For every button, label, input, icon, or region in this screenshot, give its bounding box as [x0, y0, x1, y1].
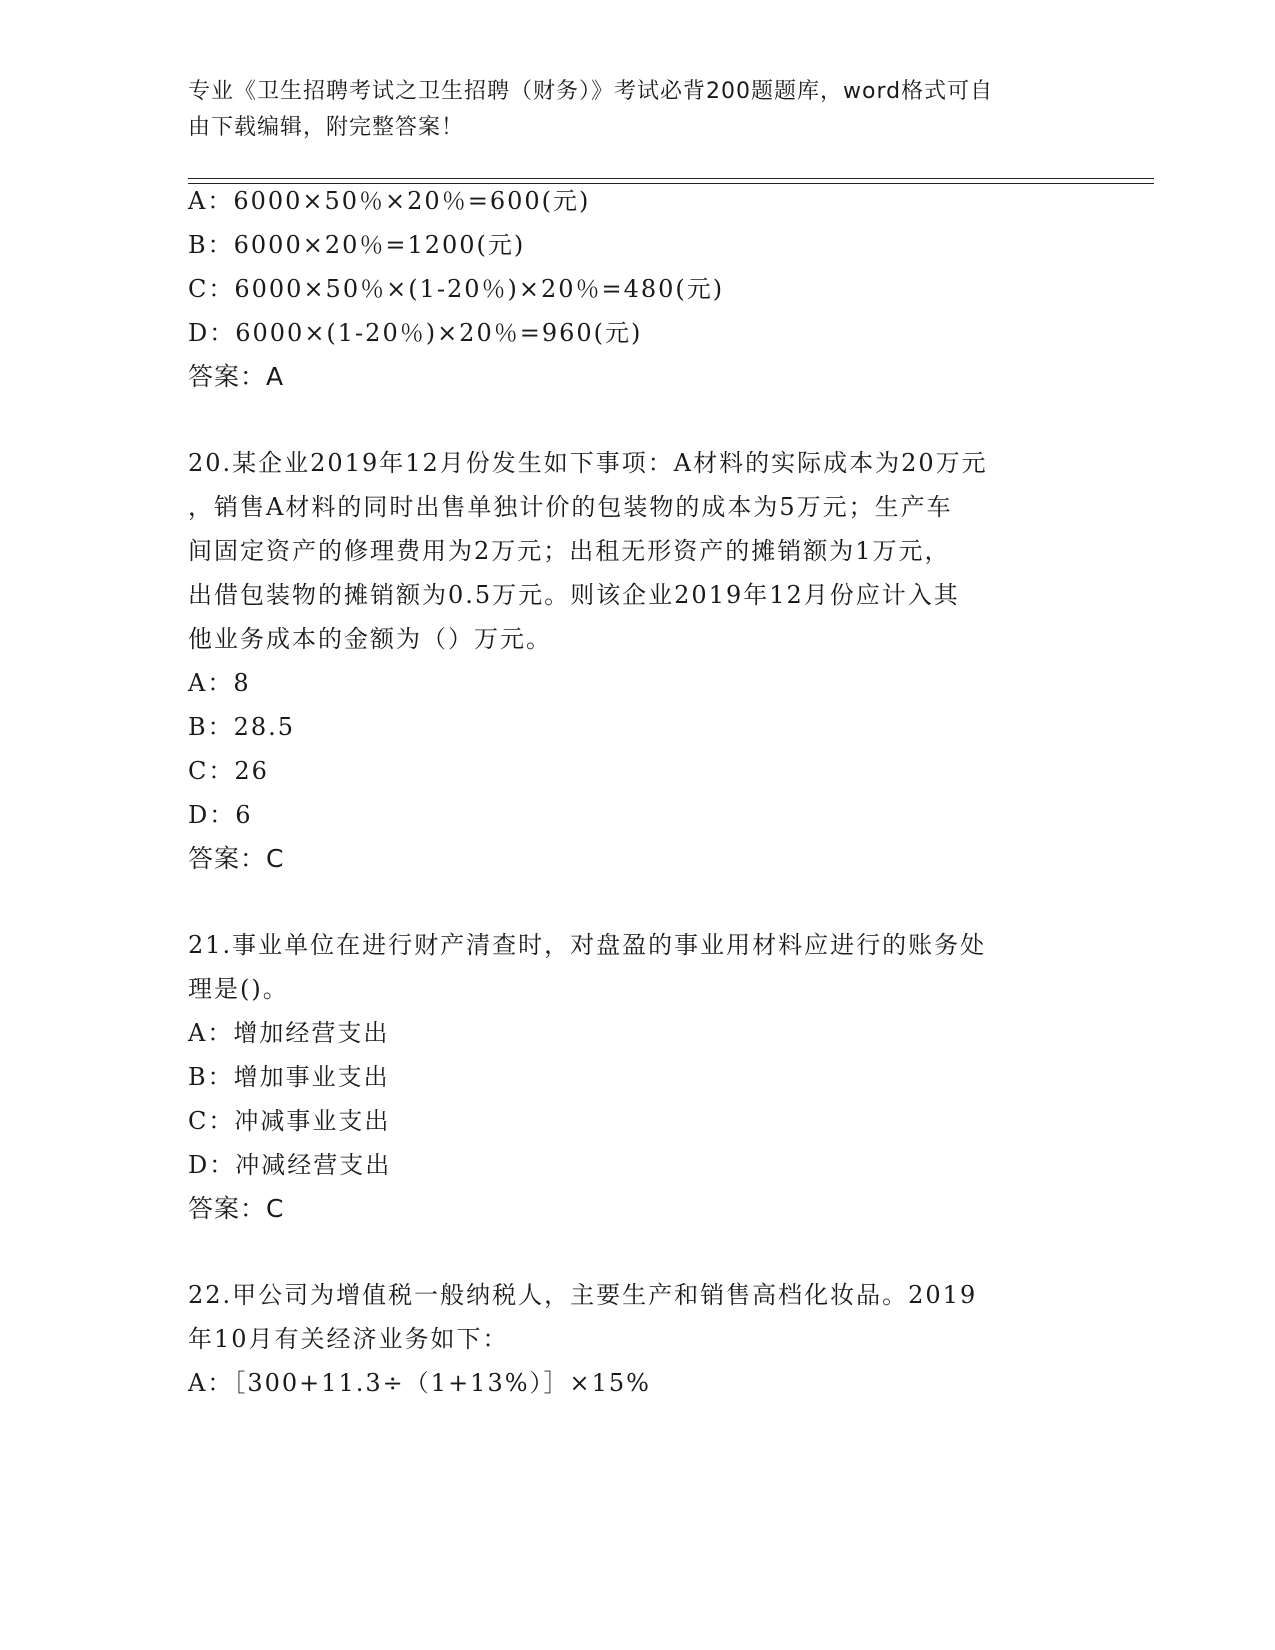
q20-answer: 答案：C: [188, 844, 285, 873]
q22-option-a: A：［300+11.3÷（1+13%）］×15%: [188, 1369, 651, 1397]
q20-stem-line-2: ，销售A材料的同时出售单独计价的包装物的成本为5万元；生产车: [188, 493, 953, 521]
q20-option-d: D：6: [188, 801, 253, 829]
q19-option-c: C：6000×50％×(1-20％)×20％=480(元): [188, 275, 725, 303]
q19-answer: 答案：A: [188, 362, 285, 391]
document-header: [188, 74, 1068, 146]
q21-option-b: B：增加事业支出: [188, 1063, 390, 1091]
header-line-2: 由下载编辑，附完整答案！: [188, 115, 465, 140]
header-divider-top: [188, 178, 1154, 179]
q20-stem-line-4: 出借包装物的摊销额为0.5万元。则该企业2019年12月份应计入其: [188, 581, 960, 609]
header-line-1: 专业《卫生招聘考试之卫生招聘（财务）》考试必背200题题库，word格式可自: [188, 79, 994, 104]
q19-option-d: D：6000×(1-20％)×20％=960(元): [188, 319, 643, 347]
q22-stem-line-2: 年10月有关经济业务如下：: [188, 1325, 509, 1353]
q19-option-b: B：6000×20％=1200(元): [188, 231, 526, 259]
q22-stem-line-1: 22.甲公司为增值税一般纳税人，主要生产和销售高档化妆品。2019: [188, 1281, 978, 1309]
q21-stem-line-2: 理是()。: [188, 975, 289, 1003]
q20-stem-line-1: 20.某企业2019年12月份发生如下事项：A材料的实际成本为20万元: [188, 449, 988, 477]
header-divider-bottom: [188, 183, 1154, 184]
q20-stem-line-3: 间固定资产的修理费用为2万元；出租无形资产的摊销额为1万元，: [188, 537, 951, 565]
q20-stem-line-5: 他业务成本的金额为（）万元。: [188, 625, 552, 653]
q21-option-c: C：冲减事业支出: [188, 1107, 391, 1135]
q21-stem-line-1: 21.事业单位在进行财产清查时，对盘盈的事业用材料应进行的账务处: [188, 931, 987, 959]
q21-answer: 答案：C: [188, 1194, 285, 1223]
q20-option-c: C：26: [188, 757, 269, 785]
q20-option-b: B：28.5: [188, 713, 296, 741]
q21-option-d: D：冲减经营支出: [188, 1151, 392, 1179]
q19-option-a: A：6000×50％×20％=600(元): [188, 187, 591, 215]
q21-option-a: A：增加经营支出: [188, 1019, 390, 1047]
q20-option-a: A：8: [188, 669, 251, 697]
